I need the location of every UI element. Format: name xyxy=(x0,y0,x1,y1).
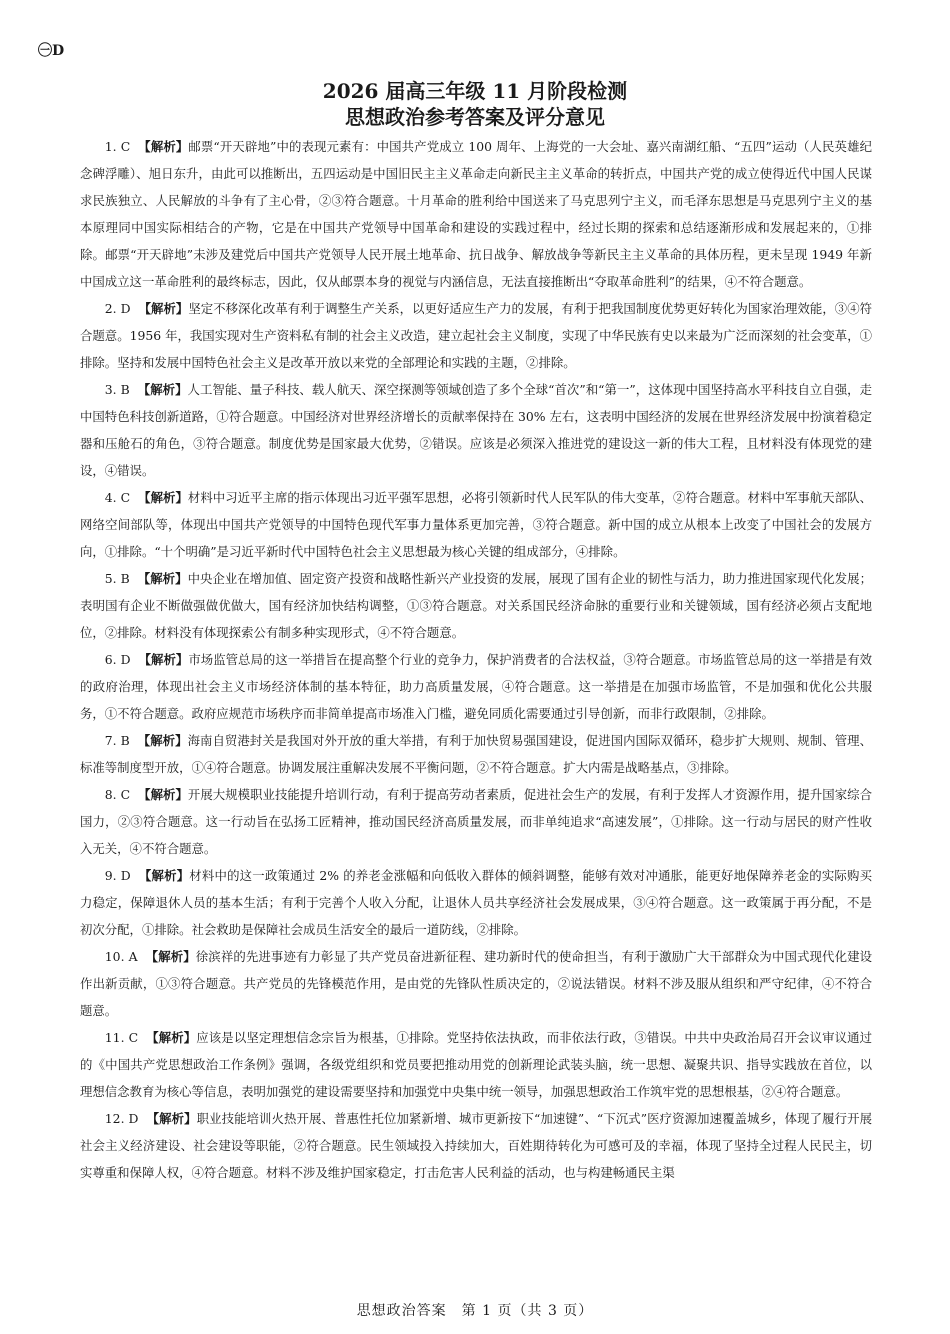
analysis-tag: 【解析】 xyxy=(138,301,189,316)
answer-item-11 xyxy=(80,1024,872,1105)
publisher-logo: ㊀D xyxy=(38,43,65,59)
analysis-text: 开展大规模职业技能提升培训行动，有利于提高劳动者素质，促进社会生产的发展，有利于发挥人才资源作用，提升国家综合国力，②③符合题意。这一行动旨在弘扬工匠精神，推动国民经济高质量发展，而非单纯追求“高速发展”，①排除。这一行动与居民的财产性收入无关，④不符合题意。 xyxy=(80,787,873,856)
analysis-text: 材料中习近平主席的指示体现出习近平强军思想，必将引领新时代人民军队的伟大变革，②符合题意。材料中军事航天部队、网络空间部队等，体现出中国共产党领导的中国特色现代军事力量体系更加完善，③符合题意。新中国的成立从根本上改变了中国社会的发展方向，①排除。“十个明确”是习近平新时代中国特色社会主义思想最为核心关键的组成部分，④排除。 xyxy=(80,490,873,559)
answer-list xyxy=(80,133,872,1186)
answer-item-3 xyxy=(80,376,872,484)
question-number: 10. A xyxy=(104,949,138,964)
question-number: 9. D xyxy=(104,868,131,883)
question-number: 1. C xyxy=(104,139,131,154)
question-number: 2. D xyxy=(104,301,131,316)
question-number: 8. C xyxy=(104,787,131,802)
question-number: 4. C xyxy=(104,490,131,505)
answer-item-2 xyxy=(80,295,872,376)
analysis-tag: 【解析】 xyxy=(137,571,188,586)
answer-item-8 xyxy=(80,781,872,862)
analysis-text: 海南自贸港封关是我国对外开放的重大举措，有利于加快贸易强国建设，促进国内国际双循环，稳步扩大规则、规制、管理、标准等制度型开放，①④符合题意。协调发展注重解决发展不平衡问题，②不符合题意。扩大内需是战略基点，③排除。 xyxy=(80,733,872,775)
analysis-tag: 【解析】 xyxy=(138,652,189,667)
question-number: 12. D xyxy=(104,1111,139,1126)
question-number: 5. B xyxy=(104,571,130,586)
analysis-text: 应该是以坚定理想信念宗旨为根基，①排除。党坚持依法执政，而非依法行政，③错误。中共中央政治局召开会议审议通过的《中国共产党思想政治工作条例》强调，各级党组织和党员要把推动用党的创新理论武装头脑，统一思想、凝聚共识、指导实践放在首位，以理想信念教育为核心等信息，表明加强党的建设需要坚持和加强党中央集中统一领导，加强思想政治工作筑牢党的思想根基，②④符合题意。 xyxy=(80,1030,873,1099)
analysis-tag: 【解析】 xyxy=(138,787,188,802)
analysis-tag: 【解析】 xyxy=(146,1111,197,1126)
answer-item-7 xyxy=(80,727,872,781)
question-number: 6. D xyxy=(104,652,131,667)
analysis-tag: 【解析】 xyxy=(145,949,196,964)
analysis-tag: 【解析】 xyxy=(146,1030,197,1045)
question-number: 3. B xyxy=(104,382,130,397)
analysis-tag: 【解析】 xyxy=(138,490,188,505)
question-number: 11. C xyxy=(104,1030,139,1045)
analysis-text: 徐滨祥的先进事迹有力彰显了共产党员奋进新征程、建功新时代的使命担当，有利于激励广大干部群众为中国式现代化建设作出新贡献，①③符合题意。共产党员的先锋模范作用，是由党的先锋队性质决定的，②说法错误。材料不涉及服从组织和严守纪律，④不符合题意。 xyxy=(80,949,873,1018)
analysis-tag: 【解析】 xyxy=(137,382,188,397)
answer-item-9 xyxy=(80,862,872,943)
answer-item-5 xyxy=(80,565,872,646)
analysis-tag: 【解析】 xyxy=(137,733,188,748)
analysis-text: 坚定不移深化改革有利于调整生产关系，以更好适应生产力的发展，有利于把我国制度优势更好转化为国家治理效能，③④符合题意。1956 年，我国实现对生产资料私有制的社会主义改造，建立起社会主义制度，实现了中华民族有史以来最为广泛而深刻的社会变革，①排除。坚持和发展中国特色社会主义是改革开放以来党的全部理论和实践的主题，②排除。 xyxy=(80,301,873,370)
answer-item-12 xyxy=(80,1105,872,1186)
answer-item-1 xyxy=(80,133,872,295)
analysis-text: 材料中的这一政策通过 2% 的养老金涨幅和向低收入群体的倾斜调整，能够有效对冲通胀，能更好地保障养老金的实际购买力稳定，保障退休人员的基本生活；有利于完善个人收入分配，让退休人员共享经济社会发展成果，③④符合题意。这一政策属于再分配，不是初次分配，①排除。社会救助是保障社会成员生活安全的最后一道防线，②排除。 xyxy=(80,868,872,937)
answer-item-4 xyxy=(80,484,872,565)
page-footer: 思想政治答案 第 1 页（共 3 页） xyxy=(356,1303,594,1319)
analysis-text: 邮票“开天辟地”中的表现元素有：中国共产党成立 100 周年、上海党的一大会址、嘉兴南湖红船、“五四”运动（人民英雄纪念碑浮雕）、旭日东升，由此可以推断出，五四运动是中国旧民主主义革命走向新民主主义革命的转折点，中国共产党的成立使得近代中国人民谋求民族独立、人民解放的斗争有了主心骨，②③符合题意。十月革命的胜利给中国送来了马克思列宁主义，而毛泽东思想是马克思列宁主义的基本原理同中国实际相结合的产物，它是在中国共产党领导中国革命和建设的实践过程中，经过长期的探索和总结逐渐形成和发展起来的，①排除。邮票“开天辟地”未涉及建党后中国共产党领导人民开展土地革命、抗日战争、解放战争等新民主主义革命的具体历程，更未呈现 1949 年新中国成立这一革命胜利的最终标志，因此，仅从邮票本身的视觉与内涵信息，无法直接推断出“夺取革命胜利”的结果，④不符合题意。 xyxy=(80,139,872,289)
analysis-text: 人工智能、量子科技、载人航天、深空探测等领域创造了多个全球“首次”和“第一”，这体现中国坚持高水平科技自立自强，走中国特色科技创新道路，①符合题意。中国经济对世界经济增长的贡献率保持在 30% 左右，这表明中国经济的发展在世界经济发展中扮演着稳定器和压舱石的角色，③符合题意。制度优势是国家最大优势，②错误。应该是必须深入推进党的建设这一新的伟大工程，且材料没有体现党的建设，④错误。 xyxy=(80,382,873,478)
answer-item-6 xyxy=(80,646,872,727)
page-subtitle: 思想政治参考答案及评分意见 xyxy=(345,105,605,129)
analysis-text: 职业技能培训火热开展、普惠性托位加紧新增、城市更新按下“加速键”、“下沉式”医疗资源加速覆盖城乡，体现了履行开展社会主义经济建设、社会建设等职能，②符合题意。民生领域投入持续加大，百姓期待转化为可感可及的幸福，体现了坚持全过程人民民主，切实尊重和保障人权，④符合题意。材料不涉及维护国家稳定，打击危害人民利益的活动，也与构建畅通民主渠 xyxy=(80,1111,872,1180)
answer-item-10 xyxy=(80,943,872,1024)
analysis-tag: 【解析】 xyxy=(138,868,190,883)
question-number: 7. B xyxy=(104,733,130,748)
analysis-tag: 【解析】 xyxy=(138,139,189,154)
analysis-text: 中央企业在增加值、固定资产投资和战略性新兴产业投资的发展，展现了国有企业的韧性与活力，助力推进国家现代化发展；表明国有企业不断做强做优做大，国有经济加快结构调整，①③符合题意。对关系国民经济命脉的重要行业和关键领域，国有经济必须占支配地位，②排除。材料没有体现探索公有制多种实现形式，④不符合题意。 xyxy=(80,571,872,640)
analysis-text: 市场监管总局的这一举措旨在提高整个行业的竞争力，保护消费者的合法权益，③符合题意。市场监管总局的这一举措是有效的政府治理，体现出社会主义市场经济体制的基本特征，助力高质量发展，④符合题意。这一举措是在加强市场监管，不是加强和优化公共服务，①不符合题意。政府应规范市场秩序而非简单提高市场准入门槛，避免同质化需要通过引导创新，而非行政限制，②排除。 xyxy=(80,652,873,721)
page-title: 2026 届高三年级 11 月阶段检测 xyxy=(322,79,628,103)
